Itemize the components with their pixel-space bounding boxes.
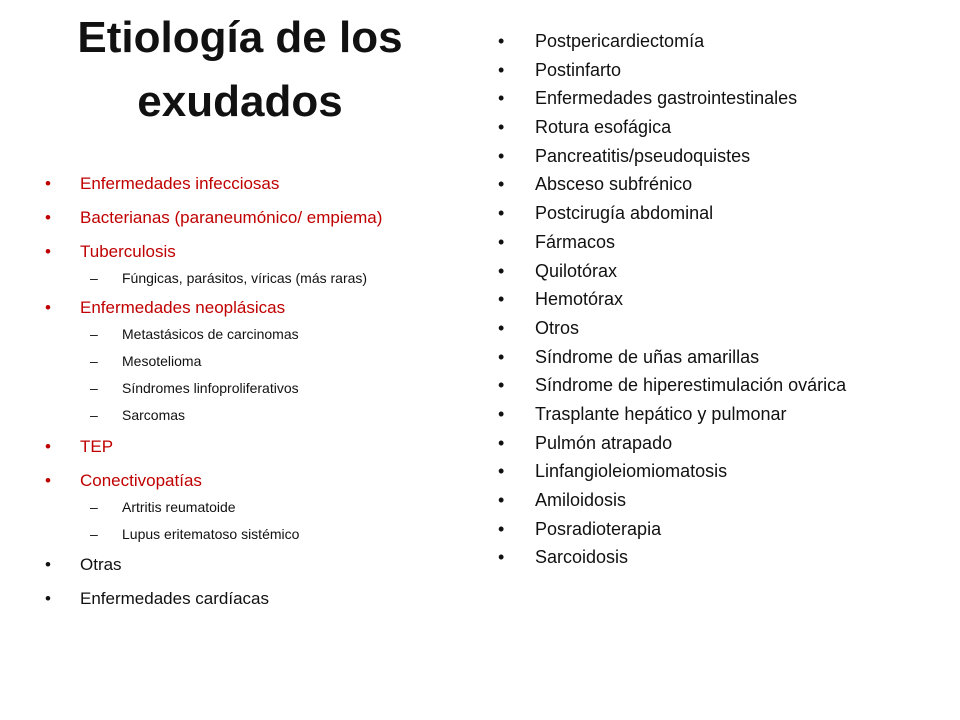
dash-icon: – — [90, 270, 98, 286]
list-item-label: Quilotórax — [535, 260, 618, 281]
sub-list-item-label: Metastásicos de carcinomas — [122, 326, 299, 342]
dash-icon: – — [90, 526, 98, 542]
list-item-label: Otras — [80, 555, 122, 574]
list-item-label: Postinfarto — [535, 59, 622, 80]
bullet-icon: • — [498, 203, 505, 224]
bullet-icon: • — [498, 547, 505, 568]
list-item-label: Otros — [535, 317, 580, 338]
list-item-label: Rotura esofágica — [535, 117, 672, 138]
list-item-label: Amiloidosis — [535, 490, 627, 510]
sub-list-item — [40, 406, 490, 424]
bullet-icon: • — [45, 242, 51, 261]
list-item-label: TEP — [80, 437, 114, 456]
bullet-icon: • — [498, 145, 505, 166]
list-item-label: Absceso subfrénico — [535, 174, 693, 195]
bullet-icon: • — [498, 403, 505, 424]
list-item-label: Fármacos — [535, 231, 616, 252]
bullet-icon: • — [45, 555, 51, 574]
list-item — [490, 145, 850, 167]
list-item — [490, 202, 850, 224]
sub-list-item — [40, 525, 490, 543]
bullet-icon: • — [45, 589, 51, 608]
list-item — [40, 296, 490, 320]
sub-list-item-label: Mesotelioma — [122, 353, 202, 369]
list-item — [490, 403, 850, 425]
list-item — [40, 469, 490, 493]
dash-icon: – — [90, 407, 98, 423]
bullet-icon: • — [498, 461, 505, 482]
list-item-label: Linfangioleiomiomatosis — [535, 461, 728, 482]
list-item-label: Pulmón atrapado — [535, 432, 673, 453]
list-item-label: Enfermedades cardíacas — [80, 589, 269, 608]
list-item — [490, 546, 850, 568]
bullet-icon: • — [498, 31, 505, 51]
sub-list-item-label: Fúngicas, parásitos, víricas (más raras) — [122, 270, 368, 286]
bullet-icon: • — [498, 375, 505, 396]
list-item — [490, 374, 850, 396]
list-item — [40, 172, 490, 196]
sub-list-item — [40, 379, 490, 397]
bullet-icon: • — [45, 437, 51, 456]
bullet-icon: • — [45, 174, 51, 193]
sub-list-item — [40, 325, 490, 343]
bullet-icon: • — [498, 317, 505, 338]
list-item-label: Postcirugía abdominal — [535, 203, 714, 224]
bullet-icon: • — [498, 432, 505, 453]
list-item — [40, 240, 490, 264]
list-item — [490, 489, 850, 511]
list-item — [490, 432, 850, 454]
list-item — [490, 30, 850, 52]
bullet-icon: • — [498, 490, 505, 510]
bullet-icon: • — [498, 59, 505, 80]
list-item — [490, 518, 850, 540]
bullet-icon: • — [498, 346, 505, 367]
list-item-label: Postpericardiectomía — [535, 31, 705, 51]
title-line-1: Etiología de los — [77, 13, 403, 62]
bullet-icon: • — [498, 88, 505, 109]
list-item — [490, 460, 850, 482]
bullet-icon: • — [498, 289, 505, 310]
sub-list-item-label: Síndromes linfoproliferativos — [122, 380, 299, 396]
dash-icon: – — [90, 326, 98, 342]
list-item — [490, 288, 850, 310]
dash-icon: – — [90, 499, 98, 515]
list-item-label: Trasplante hepático y pulmonar — [535, 403, 787, 424]
sub-list-item-label: Sarcomas — [122, 407, 186, 423]
list-item — [490, 231, 850, 253]
dash-icon: – — [90, 380, 98, 396]
title-line-2: exudados — [137, 77, 343, 126]
sub-list-item — [40, 352, 490, 370]
list-item-label: Enfermedades infecciosas — [80, 174, 280, 193]
bullet-icon: • — [45, 298, 51, 317]
list-item — [40, 553, 490, 577]
list-item-label: Posradioterapia — [535, 518, 662, 539]
list-item-label: Enfermedades gastrointestinales — [535, 88, 798, 109]
list-item — [490, 59, 850, 81]
sub-list-item — [40, 498, 490, 516]
list-item — [40, 587, 490, 611]
bullet-icon: • — [45, 471, 51, 490]
list-item — [40, 206, 490, 230]
list-item-label: Síndrome de uñas amarillas — [535, 346, 760, 367]
sub-list-item-label: Artritis reumatoide — [122, 499, 236, 515]
list-item — [490, 116, 850, 138]
etiology-list-right — [490, 30, 850, 575]
sub-list-item — [40, 269, 490, 287]
bullet-icon: • — [498, 260, 505, 281]
list-item — [490, 346, 850, 368]
bullet-icon: • — [498, 117, 505, 138]
list-item — [490, 260, 850, 282]
list-item — [490, 317, 850, 339]
dash-icon: – — [90, 353, 98, 369]
bullet-icon: • — [498, 174, 505, 195]
list-item — [490, 173, 850, 195]
list-item-label: Síndrome de hiperestimulación ovárica — [535, 375, 847, 396]
list-item-label: Enfermedades neoplásicas — [80, 298, 286, 317]
slide-title — [40, 6, 440, 134]
list-item — [40, 435, 490, 459]
list-item — [490, 87, 850, 109]
bullet-icon: • — [498, 518, 505, 539]
list-item-label: Bacterianas (paraneumónico/ empiema) — [80, 208, 383, 227]
list-item-label: Hemotórax — [535, 289, 624, 310]
bullet-icon: • — [45, 208, 51, 227]
sub-list-item-label: Lupus eritematoso sistémico — [122, 526, 300, 542]
list-item-label: Conectivopatías — [80, 471, 202, 490]
list-item-label: Tuberculosis — [80, 242, 176, 261]
bullet-icon: • — [498, 231, 505, 252]
etiology-list-left — [40, 172, 490, 611]
list-item-label: Sarcoidosis — [535, 547, 629, 568]
list-item-label: Pancreatitis/pseudoquistes — [535, 145, 751, 166]
